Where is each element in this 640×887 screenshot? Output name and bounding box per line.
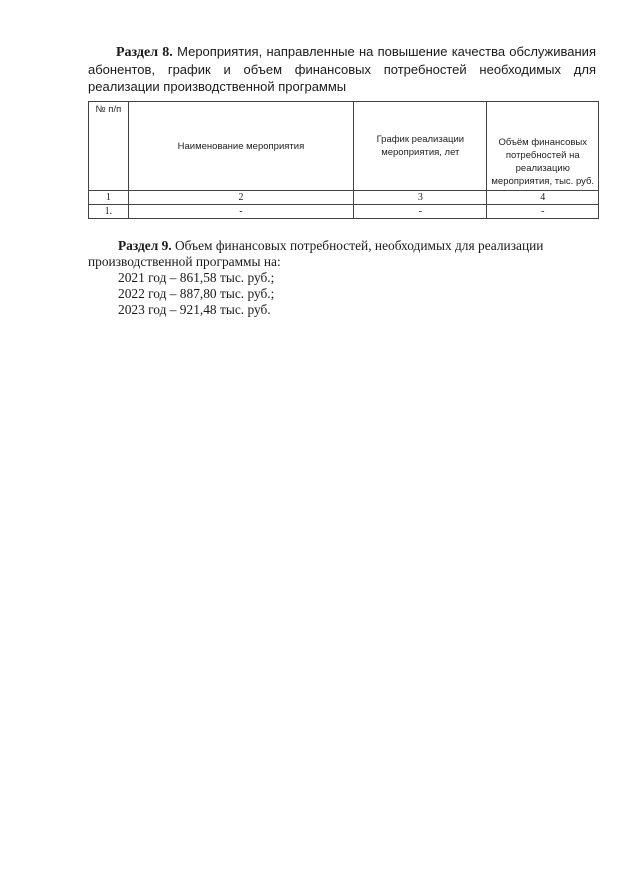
section-8-text: Мероприятия, направленные на повышение качества обслуживания абонентов, график и объем финансовых потребностей необходимых для реализации производственной программы (88, 44, 596, 94)
year-line: 2023 год – 921,48 тыс. руб. (118, 302, 271, 317)
activities-table (88, 101, 599, 219)
section-9-heading: Раздел 9. (118, 238, 172, 253)
table-cell: - (354, 205, 487, 219)
table-cell: - (487, 205, 599, 219)
section-9-text: Объем финансовых потребностей, необходимых для реализации производственной программы на: (88, 238, 544, 269)
year-line: 2021 год – 861,58 тыс. руб.; (118, 270, 275, 285)
header-num: № п/п (89, 102, 129, 191)
index-cell: 2 (128, 191, 353, 205)
section-8-paragraph (88, 43, 596, 95)
header-volume: Объём финансовых потребностей на реализацию мероприятия, тыс. руб. (487, 102, 599, 191)
year-line: 2022 год – 887,80 тыс. руб.; (118, 286, 275, 301)
index-cell: 4 (487, 191, 599, 205)
header-schedule: График реализации мероприятия, лет (354, 102, 487, 191)
index-cell: 1 (89, 191, 129, 205)
table-index-row (89, 191, 599, 205)
table-cell: - (128, 205, 353, 219)
table-cell: 1. (89, 205, 129, 219)
section-9-paragraph (88, 238, 596, 270)
index-cell: 3 (354, 191, 487, 205)
header-name: Наименование мероприятия (128, 102, 353, 191)
section-9 (88, 238, 596, 318)
table-header-row (89, 102, 599, 191)
table-row (89, 205, 599, 219)
section-8-heading: Раздел 8. (116, 45, 173, 60)
